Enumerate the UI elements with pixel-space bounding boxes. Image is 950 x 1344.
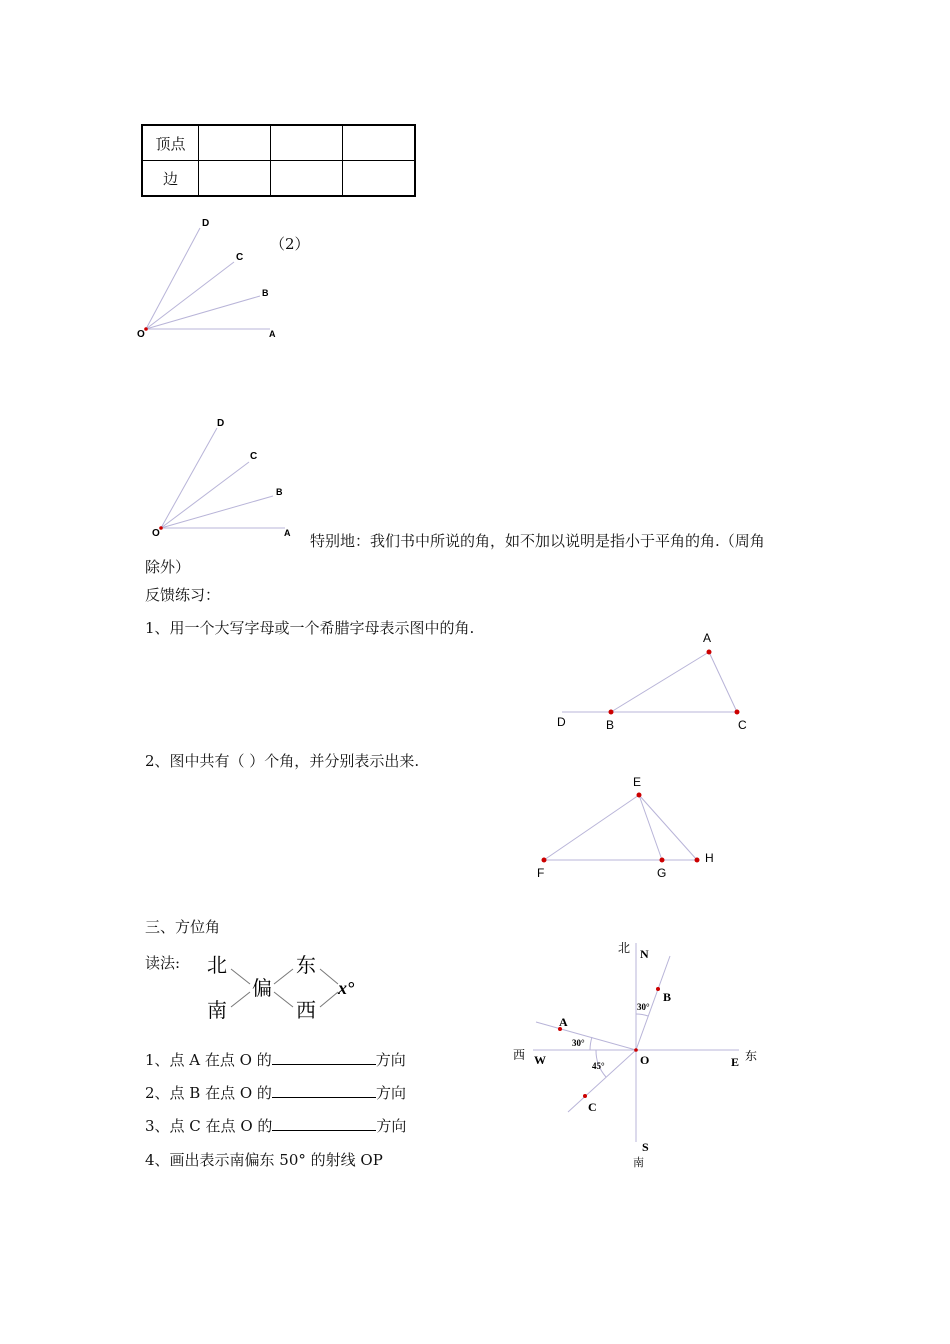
label-g: G (657, 866, 667, 880)
label-north-cn: 北 (618, 941, 631, 955)
angle-label-b: 30° (637, 1002, 650, 1012)
segment-eh (639, 795, 697, 860)
label-o: O (152, 528, 160, 539)
label-north-en: N (640, 947, 649, 961)
label-o: O (137, 329, 145, 340)
table-cell[interactable] (343, 161, 416, 197)
angle-label-c: 45° (592, 1061, 605, 1071)
ray-oc (146, 262, 234, 329)
connector (231, 969, 250, 984)
ray-ob (161, 496, 273, 528)
row-label-vertex: 顶点 (142, 125, 199, 161)
triangle-figure-1 (550, 625, 760, 735)
label-a: A (284, 528, 291, 538)
question-b-text: 2、点 B 在点 O 的 (145, 1084, 272, 1102)
connector (274, 992, 293, 1007)
direction-question-c (145, 1116, 406, 1136)
label-b: B (606, 718, 615, 732)
label-e: E (633, 775, 642, 789)
direction-suffix: 方向 (375, 1051, 406, 1069)
direction-suffix: 方向 (376, 1117, 407, 1135)
arc-angle-a (590, 1037, 592, 1050)
point-o (634, 1048, 638, 1052)
table-cell[interactable] (199, 161, 271, 197)
note-line-2: 除外） (145, 558, 191, 576)
label-origin: O (640, 1053, 650, 1067)
label-b: B (276, 487, 283, 497)
table-cell[interactable] (271, 161, 343, 197)
triangle-figure-2 (530, 770, 730, 880)
section-heading: 三、方位角 (145, 918, 221, 936)
label-a: A (559, 1015, 568, 1029)
question-2: 2、图中共有（ ）个角，并分别表示出来. (145, 752, 420, 770)
point-f (542, 858, 547, 863)
point-b (656, 987, 660, 991)
point-h (695, 858, 700, 863)
question-draw-ray: 4、画出表示南偏东 50° 的射线 OP (145, 1151, 383, 1169)
point-c (735, 710, 740, 715)
word-west: 西 (296, 998, 316, 1022)
vertex-edge-table (141, 124, 416, 197)
label-south-cn: 南 (633, 1156, 644, 1169)
question-c-text: 3、点 C 在点 O 的 (145, 1117, 273, 1135)
arc-angle-b (636, 1014, 648, 1016)
word-east: 东 (296, 953, 316, 977)
row-label-edge: 边 (142, 161, 199, 197)
table-row (142, 125, 415, 161)
segment-eg (639, 795, 662, 860)
label-c: C (236, 252, 244, 263)
segment-fe (544, 795, 639, 860)
ray-ob (146, 296, 260, 329)
direction-suffix: 方向 (375, 1084, 406, 1102)
label-south-en: S (642, 1140, 649, 1154)
label-a: A (269, 329, 276, 339)
label-west-cn: 西 (513, 1048, 526, 1062)
figure-caption: （2） (270, 235, 310, 253)
ray-oc (161, 462, 249, 528)
point-b (609, 710, 614, 715)
label-east-cn: 东 (745, 1049, 758, 1063)
rays-figure-1 (130, 210, 300, 340)
label-a: A (703, 631, 712, 645)
connector (274, 969, 293, 984)
reading-diagram (195, 948, 370, 1028)
label-c: C (588, 1100, 597, 1114)
answer-blank-b[interactable] (272, 1083, 376, 1098)
direction-question-b (145, 1083, 406, 1103)
connector (320, 992, 338, 1007)
label-c: C (738, 718, 747, 732)
rays-figure-2 (145, 410, 315, 540)
angle-label-a: 30° (572, 1038, 585, 1048)
ray-oc (568, 1050, 636, 1112)
word-north: 北 (207, 953, 227, 977)
note-line-1: 特别地：我们书中所说的角，如不加以说明是指小于平角的角.（周角 (310, 532, 765, 550)
answer-blank-c[interactable] (272, 1116, 376, 1131)
ray-od (146, 228, 200, 329)
table-cell[interactable] (199, 125, 271, 161)
direction-question-a (145, 1050, 406, 1070)
feedback-heading: 反馈练习： (145, 586, 221, 604)
table-cell[interactable] (343, 125, 416, 161)
label-west-en: W (534, 1053, 546, 1067)
label-f: F (537, 866, 545, 880)
segment-ba (611, 652, 709, 712)
question-a-text: 1、点 A 在点 O 的 (145, 1051, 272, 1069)
ray-od (161, 428, 217, 528)
table-row (142, 161, 415, 197)
word-south: 南 (207, 998, 227, 1022)
connector (320, 969, 338, 984)
ray-oa (536, 1022, 636, 1050)
point-g (660, 858, 665, 863)
label-d: D (202, 218, 210, 229)
label-d: D (557, 715, 566, 729)
point-c (583, 1094, 587, 1098)
label-c: C (250, 451, 258, 462)
point-e (637, 793, 642, 798)
reading-label: 读法: (145, 954, 181, 972)
point-a (707, 650, 712, 655)
question-1: 1、用一个大写字母或一个希腊字母表示图中的角. (145, 619, 475, 637)
label-h: H (705, 851, 714, 865)
connector (231, 992, 250, 1007)
word-pian: 偏 (252, 976, 272, 1000)
label-b: B (663, 990, 672, 1004)
label-east-en: E (731, 1055, 740, 1069)
compass-diagram (505, 935, 775, 1170)
word-angle: x° (338, 978, 355, 998)
label-b: B (262, 288, 269, 298)
table-cell[interactable] (271, 125, 343, 161)
label-d: D (217, 418, 225, 429)
segment-ac (709, 652, 737, 712)
answer-blank-a[interactable] (272, 1050, 376, 1065)
